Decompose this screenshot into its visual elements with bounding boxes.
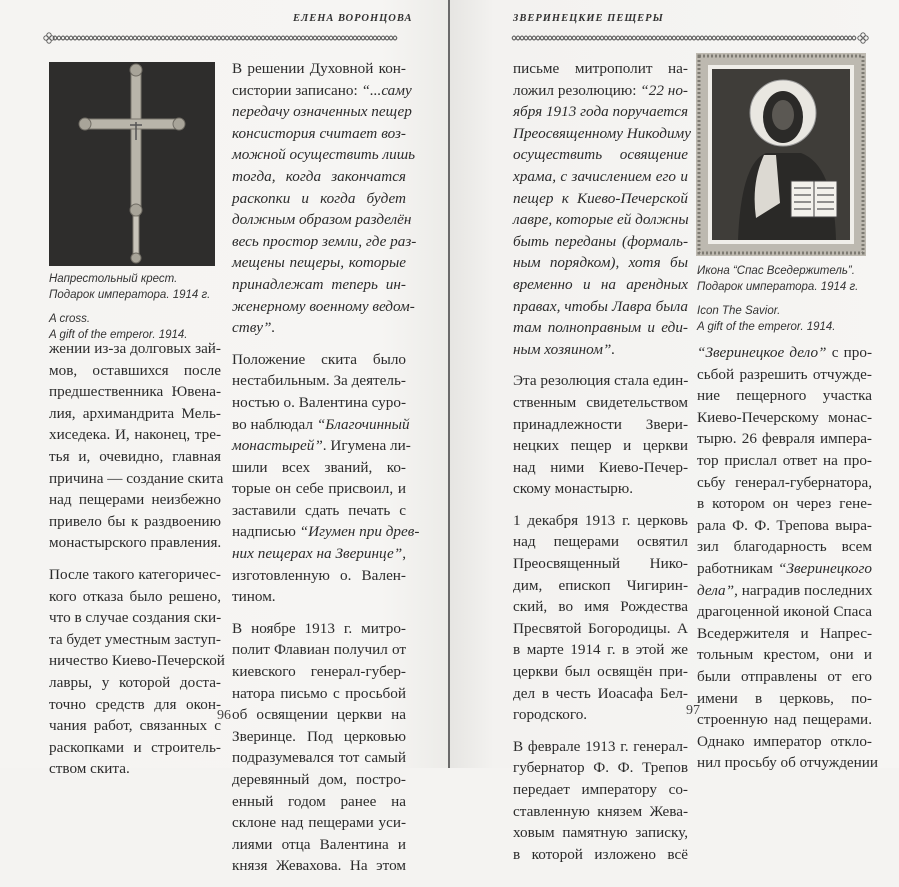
text-line: сьбой разрешить отчужде-	[697, 365, 872, 383]
caption-line: A gift of the emperor. 1914.	[697, 321, 836, 333]
quote-span: них пещерах на Зверинце”	[232, 545, 403, 563]
text-line: должным образом разделён	[232, 211, 412, 229]
text-line: мов, оставшихся после	[49, 361, 221, 379]
page-number-right: 97	[686, 703, 700, 718]
right-column-1	[513, 58, 691, 875]
text-line: ставленную князем Жева-	[513, 802, 688, 820]
text-line: тогда, когда закончатся	[232, 167, 406, 185]
text-line: консистория считает воз-	[232, 124, 406, 142]
text-line: драгоценной иконой Спаса	[697, 603, 872, 621]
text-line: имени в церковь, по-	[697, 689, 872, 707]
quote-span: монастырей”	[232, 437, 323, 455]
quote-span: “Зверинецкого	[778, 559, 872, 577]
caption-ru	[697, 263, 877, 295]
text-line: об освящении церкви на	[232, 706, 406, 724]
text-line	[232, 543, 406, 565]
paragraph	[232, 349, 420, 608]
text-line	[232, 414, 410, 436]
text-line: в котором он через гене-	[697, 495, 872, 513]
text-line	[697, 342, 872, 364]
text-span: во наблюдал	[232, 415, 317, 433]
text-line: над ними Киево-Печер-	[513, 458, 688, 476]
text-line: полит Флавиан получил от	[232, 641, 406, 659]
text-line: дел в честь Иоасафа Бел-	[513, 684, 688, 702]
quote-block	[513, 101, 691, 360]
text-line: тья и, очевидно, главная	[49, 447, 221, 465]
text-line: тином.	[232, 588, 276, 606]
text-line: деревянный дом, постро-	[232, 771, 406, 788]
text-line: передачу означенных пещер	[232, 103, 412, 121]
text-line: хиседека. И, наконец, тре-	[49, 426, 221, 444]
text-line: временно и на арендных	[513, 275, 688, 293]
text-line: церкви был освящён при-	[513, 663, 688, 681]
rope-ornament-right	[510, 32, 869, 44]
text-line: подразумевался тот самый	[232, 749, 406, 767]
text-line: раскопками и строитель-	[49, 738, 221, 756]
text-line: ября 1913 года поручается	[513, 103, 688, 121]
text-line: предшественника Ювена-	[49, 383, 221, 401]
text-line: Киево-Печерскому монас-	[697, 408, 872, 426]
text-line: женерному военному ведом-	[232, 297, 415, 315]
text-line: быть переданы (формаль-	[513, 232, 688, 250]
text-line: В феврале 1913 г. генерал-	[513, 737, 688, 755]
text-line	[697, 558, 872, 580]
text-line: ние пещерного участка	[697, 387, 872, 405]
text-line: склоне над пещерами уси-	[232, 814, 406, 832]
text-line: Пресвятой Богородицы. А	[513, 619, 688, 637]
text-line: жении из-за долговых зай-	[49, 340, 221, 357]
text-line: ством скита.	[49, 760, 130, 778]
text-line: нестабильным. За деятель-	[232, 372, 406, 390]
text-line: весь простор земли, где раз-	[232, 232, 417, 250]
left-column-2	[232, 58, 420, 887]
quote-span: дела”	[697, 581, 735, 599]
paragraph	[513, 736, 688, 866]
text-line: монастырского правления.	[49, 534, 222, 552]
paragraph	[513, 510, 688, 726]
paragraph	[49, 338, 224, 554]
text-line: ным порядком), хотя бы	[513, 254, 688, 272]
caption-line: Подарок императора. 1914 г.	[49, 289, 211, 301]
caption-line: Icon The Savior.	[697, 305, 781, 317]
rope-ornament-left	[43, 32, 398, 44]
text-line: храма, с зачислением его и	[513, 167, 688, 185]
running-head-right: ЗВЕРИНЕЦКИЕ ПЕЩЕРЫ	[513, 13, 664, 24]
cross-photo	[49, 62, 215, 266]
text-line: осуществить освящение	[513, 146, 688, 164]
text-span: ,	[402, 545, 406, 563]
text-line: Эта резолюция стала един-	[513, 372, 689, 390]
text-line: в марте 1914 г. в этой же	[513, 641, 688, 659]
text-span: . Игумена ли-	[322, 437, 411, 455]
caption-ru	[49, 271, 224, 303]
text-line: можной осуществить лишь	[232, 146, 416, 164]
text-line: были отправлены от его	[697, 667, 872, 685]
text-line: В решении Духовной кон-	[232, 60, 406, 77]
text-line: кого отказа было решено,	[49, 587, 221, 605]
text-span: работникам	[697, 559, 778, 577]
text-line: В ноябре 1913 г. митро-	[232, 619, 406, 637]
text-line: точно средств для окон-	[49, 695, 221, 713]
text-line: ский, во имя Рождества	[513, 598, 688, 616]
text-line	[232, 80, 412, 102]
text-line: над пещерами освятил	[513, 533, 688, 551]
text-line: зил благодарность всем	[697, 538, 872, 556]
text-line: После такого категоричес-	[49, 565, 221, 583]
text-line: заставили сдать печать с	[232, 501, 406, 519]
altar-cross-icon	[49, 62, 215, 266]
caption-line: A gift of the emperor. 1914.	[49, 329, 188, 341]
text-line: Зверинце. Под церковью	[232, 727, 406, 745]
text-span: систории записано:	[232, 81, 362, 99]
text-line: лиями отца Валентина и	[232, 835, 406, 853]
quote-span: “22 но-	[640, 81, 688, 99]
text-line: принадлежат теперь ин-	[232, 275, 406, 293]
text-line: передает императору со-	[513, 781, 688, 798]
text-line: ничество Киево-Печерской	[49, 652, 225, 670]
text-line: изготовленную о. Вален-	[232, 566, 406, 584]
line-group	[697, 601, 879, 774]
text-line: мещены пещеры, которые	[232, 254, 406, 272]
quote-span: “Зверинецкое дело”	[697, 344, 827, 361]
text-line: шили всех званий, ко-	[232, 458, 406, 476]
text-line: раскопки и когда будет	[232, 189, 406, 207]
caption-line: Подарок императора. 1914 г.	[697, 281, 859, 293]
text-line: правах, чтобы Лавра была	[513, 297, 688, 315]
paragraph	[232, 618, 406, 877]
text-line: дим, епископ Чигирин-	[513, 576, 688, 594]
text-line: Преосвященному Никодиму	[513, 124, 691, 142]
paragraph	[513, 370, 688, 500]
icon-caption	[697, 263, 877, 343]
text-line: строенную над пещерами.	[697, 711, 872, 729]
text-line: ству”.	[232, 319, 276, 337]
text-line: торые он себе присвоил, и	[232, 480, 406, 498]
text-line: нил просьбу об отчуждении	[697, 754, 879, 772]
text-line: ным хозяином”.	[513, 340, 616, 358]
text-line: в которой изложено всё	[513, 845, 688, 863]
text-line: Положение скита было	[232, 350, 406, 368]
text-line: принадлежности Звери-	[513, 415, 688, 433]
savior-icon	[696, 53, 866, 256]
right-column-2	[697, 342, 879, 784]
running-head-left: ЕЛЕНА ВОРОНЦОВА	[293, 13, 413, 24]
text-line: над пещерами неизбежно	[49, 491, 221, 509]
caption-line: Напрестольный крест.	[49, 273, 178, 285]
text-line: Преосвященный Нико-	[513, 555, 688, 573]
text-span: с про-	[826, 344, 872, 361]
quote-span: “Игумен при древ-	[299, 523, 420, 541]
text-line: лавры, у которой доста-	[49, 673, 221, 691]
text-line: рала Ф. Ф. Трепова выра-	[697, 516, 872, 534]
text-line: князя Жевахова. На этом	[232, 857, 406, 875]
text-line: привело бы к раздвоению	[49, 512, 221, 530]
text-line: причина — создание скита	[49, 469, 224, 487]
text-line	[232, 521, 420, 543]
text-line: Вседержителя и Напрес-	[697, 624, 872, 642]
text-line: натора письмо с просьбой	[232, 684, 406, 702]
text-line: губернатор Ф. Ф. Трепов	[513, 759, 688, 777]
paragraph	[697, 342, 879, 774]
text-line: тырю. 26 февраля импера-	[697, 430, 872, 448]
text-line: пещер к Киево-Печерской	[513, 189, 688, 207]
quote-span: “...саму	[361, 81, 412, 99]
text-line: та будет уместным заступ-	[49, 630, 221, 648]
text-line: лавре, которые ей должны	[513, 211, 689, 229]
text-line: ственным свидетельством	[513, 393, 688, 411]
text-span: ложил резолюцию:	[513, 81, 641, 99]
caption-line: A cross.	[49, 313, 91, 325]
page-number-left: 96	[217, 708, 231, 723]
book-gutter	[448, 0, 450, 768]
line-group	[697, 364, 872, 558]
text-line: Однако император откло-	[697, 732, 872, 750]
quote-block	[232, 101, 417, 339]
paragraph	[232, 58, 417, 339]
caption-line: Икона “Спас Вседержитель”.	[697, 265, 855, 277]
text-line: письме митрополит на-	[513, 60, 688, 77]
text-line: енный годом ранее на	[232, 792, 406, 810]
text-line: чания работ, связанных с	[49, 717, 221, 735]
text-line: нецких пещер и церкви	[513, 437, 688, 455]
text-line: 1 декабря 1913 г. церковь	[513, 511, 688, 529]
text-line: киевского генерал-губер-	[232, 663, 406, 681]
text-line	[697, 580, 872, 602]
text-line: там полноправным и еди-	[513, 319, 688, 337]
icon-photo	[696, 53, 866, 256]
text-line: ностью о. Валентина суро-	[232, 393, 406, 411]
text-line: тор прислал ответ на про-	[697, 451, 872, 469]
text-line: скому монастырю.	[513, 480, 634, 498]
paragraph	[513, 58, 691, 360]
text-line: лия, архимандрита Мель-	[49, 404, 221, 422]
text-line: тольным крестом, они и	[697, 646, 872, 664]
text-line: ховым памятную записку,	[513, 824, 688, 842]
quote-span: “Благочинный	[316, 415, 410, 433]
text-line: городского.	[513, 706, 588, 724]
text-span: , наградив последних	[734, 581, 873, 599]
text-line: что в случае создания ски-	[49, 609, 222, 627]
text-line: сьбу генерал-губернатора,	[697, 473, 872, 491]
text-line	[513, 80, 688, 102]
text-span: надписью	[232, 523, 300, 541]
caption-en	[697, 303, 877, 335]
text-line	[232, 435, 411, 457]
